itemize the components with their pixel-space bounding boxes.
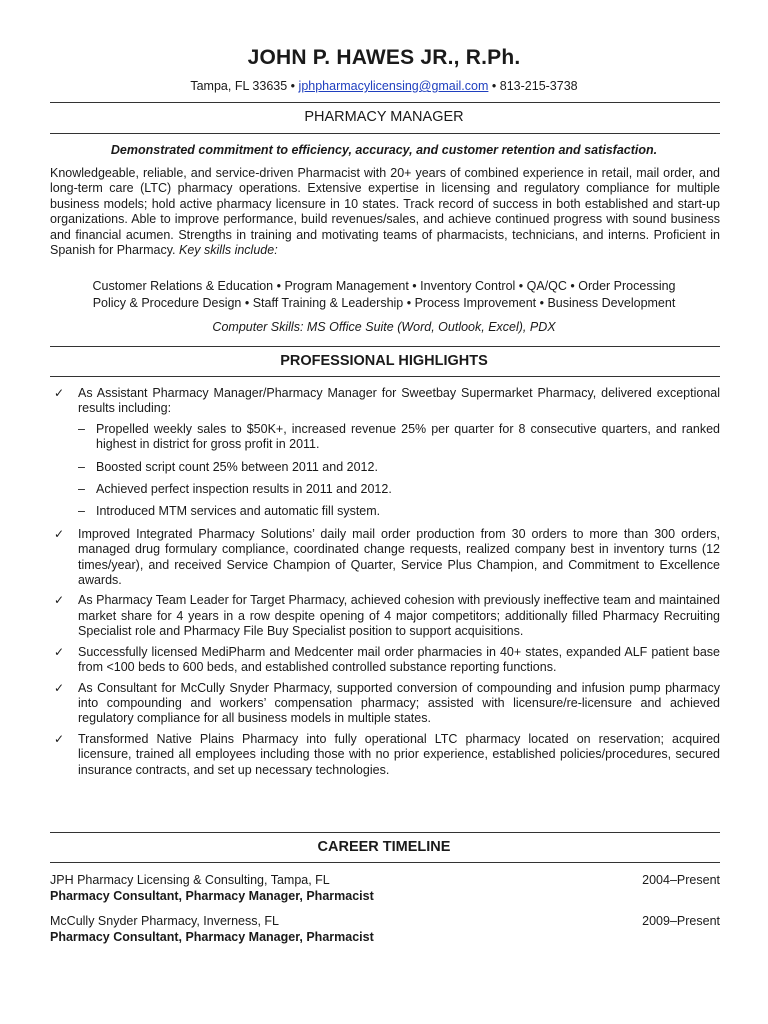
highlight-text: Transformed Native Plains Pharmacy into fully operational LTC pharmacy located on reservation; acquired licensure, trained all employees including those with no prior experience, established policies/procedures, secured insurance contracts, and set up necessary technologies. xyxy=(78,731,720,777)
sub-item xyxy=(78,504,720,519)
employer: JPH Pharmacy Licensing & Consulting, Tampa, FL xyxy=(50,873,330,887)
summary-text: Knowledgeable, reliable, and service-driven Pharmacist with 20+ years of combined experience in retail, mail order, and long-term care (LTC) pharmacy operations. Extensive expertise in licensing and regulatory compliance for multiple business models; hold active pharmacy licensure in 10 states. Track record of success in both established and start-up organizations. Able to improve performance, build revenues/sales, and achieve continued progress with sound business and financial acumen. Strengths in training and motivating teams of pharmacists, technicians, and interns. Proficient in Spanish for Pharmacy. xyxy=(50,166,720,258)
checkmark-icon: ✓ xyxy=(54,680,65,695)
contact-line xyxy=(0,79,768,93)
employer-row xyxy=(50,872,720,888)
location: Tampa, FL 33635 xyxy=(190,79,288,93)
separator: • xyxy=(290,79,296,93)
highlights-list xyxy=(54,386,720,783)
divider xyxy=(50,832,720,833)
list-item xyxy=(54,681,720,727)
timeline-entry xyxy=(50,872,720,904)
checkmark-icon: ✓ xyxy=(54,644,65,659)
sub-text: Boosted script count 25% between 2011 and 2012. xyxy=(96,459,378,474)
summary-paragraph xyxy=(50,166,720,258)
highlights-heading: PROFESSIONAL HIGHLIGHTS xyxy=(280,353,488,369)
dates: 2004–Present xyxy=(642,873,720,887)
list-item xyxy=(54,645,720,676)
highlight-text: As Assistant Pharmacy Manager/Pharmacy Manager for Sweetbay Supermarket Pharmacy, delivered exceptional results including: xyxy=(78,386,720,416)
highlight-text: Successfully licensed MediPharm and Medcenter mail order pharmacies in 40+ states, expanded ALF patient base from <100 beds to 600 beds, and established controlled substance reporting functions. xyxy=(78,644,720,675)
role-title: Pharmacy Consultant, Pharmacy Manager, Pharmacist xyxy=(50,930,374,944)
list-item xyxy=(54,732,720,778)
divider xyxy=(50,133,720,134)
sub-text: Propelled weekly sales to $50K+, increased revenue 25% per quarter for 8 consecutive quarters, and ranked highest in district for gross profit in 2011. xyxy=(96,421,720,452)
skills-block xyxy=(0,278,768,312)
candidate-name: JOHN P. HAWES JR., R.Ph. xyxy=(247,46,521,69)
separator: • xyxy=(491,79,497,93)
divider xyxy=(50,102,720,103)
highlight-text: As Consultant for McCully Snyder Pharmacy, supported conversion of compounding and infusion pump pharmacy into compounding and workers’ compensation pharmacy; assisted with licensure/re-licensure and achieved regulatory compliance for all business models in multiple states. xyxy=(78,680,720,726)
divider xyxy=(50,376,720,377)
dash-icon: – xyxy=(78,504,85,519)
email-link[interactable]: jphpharmacylicensing@gmail.com xyxy=(298,79,489,93)
dates: 2009–Present xyxy=(642,914,720,928)
tagline: Demonstrated commitment to efficiency, accuracy, and customer retention and satisfaction. xyxy=(110,143,658,157)
highlight-text: Improved Integrated Pharmacy Solutions’ daily mail order production from 30 orders to more than 300 orders, managed drug formulary compliance, coordinated change requests, realized company best in inventory turns (12 times/year), and received Service Champion of Quarter, Service Plus Champion, and Commitment to Excellence awards. xyxy=(78,526,720,588)
checkmark-icon: ✓ xyxy=(54,386,65,400)
computer-skills: Computer Skills: MS Office Suite (Word, Outlook, Excel), PDX xyxy=(212,320,556,334)
checkmark-icon: ✓ xyxy=(54,593,65,608)
key-skills-lead: Key skills include: xyxy=(179,243,278,258)
divider xyxy=(50,346,720,347)
skills-line-2: Policy & Procedure Design • Staff Training & Leadership • Process Improvement • Business Development xyxy=(92,296,676,310)
timeline-entry xyxy=(50,913,720,945)
list-item xyxy=(54,527,720,589)
dash-icon: – xyxy=(78,421,85,436)
dash-icon: – xyxy=(78,459,85,474)
timeline-heading: CAREER TIMELINE xyxy=(317,839,451,855)
highlight-text: As Pharmacy Team Leader for Target Pharmacy, achieved cohesion with previously ineffective team and maintained market share for 4 years in a row despite opening of 4 major competitors; additionally filled Pharmacy Recruiting Specialist role and Pharmacy File Buy Specialist position to support acquisitions. xyxy=(78,593,720,639)
sub-list xyxy=(78,422,720,520)
phone: 813-215-3738 xyxy=(499,79,578,93)
dash-icon: – xyxy=(78,482,85,497)
sub-item xyxy=(78,460,720,475)
employer: McCully Snyder Pharmacy, Inverness, FL xyxy=(50,914,280,928)
sub-text: Introduced MTM services and automatic fill system. xyxy=(96,504,381,519)
job-title-heading: PHARMACY MANAGER xyxy=(304,109,464,125)
list-item xyxy=(54,593,720,639)
employer-row xyxy=(50,913,720,929)
checkmark-icon: ✓ xyxy=(54,731,65,746)
skills-line-1: Customer Relations & Education • Program Management • Inventory Control • QA/QC • Order Processing xyxy=(92,279,676,293)
sub-text: Achieved perfect inspection results in 2011 and 2012. xyxy=(96,482,392,497)
sub-item xyxy=(78,422,720,453)
sub-item xyxy=(78,482,720,497)
divider xyxy=(50,862,720,863)
role-title: Pharmacy Consultant, Pharmacy Manager, Pharmacist xyxy=(50,889,374,903)
career-timeline xyxy=(50,872,720,954)
checkmark-icon: ✓ xyxy=(54,526,65,541)
list-item xyxy=(54,386,720,520)
